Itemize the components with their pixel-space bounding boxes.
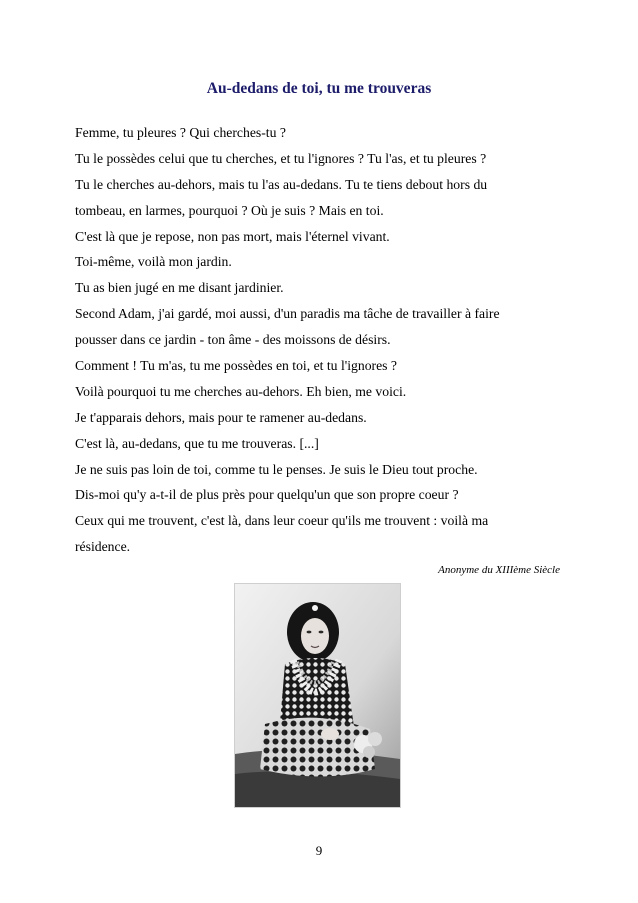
poem-line: Toi-même, voilà mon jardin. (75, 254, 232, 270)
poem-line: Tu le possèdes celui que tu cherches, et tu l'ignores ? Tu l'as, et tu pleures ? (75, 150, 487, 166)
page-number: 9 (315, 843, 323, 858)
poem-body (75, 120, 575, 560)
poem-line: Tu as bien jugé en me disant jardinier. (75, 280, 284, 296)
poem-line: C'est là que je repose, non pas mort, mais l'éternel vivant. (75, 228, 390, 244)
portrait-photo (234, 583, 401, 808)
poem-line: résidence. (75, 539, 131, 555)
poem-line: Dis-moi qu'y a-t-il de plus près pour quelqu'un que son propre coeur ? (75, 487, 459, 503)
portrait-photo-image (235, 584, 400, 807)
poem-line: pousser dans ce jardin - ton âme - des moissons de désirs. (75, 332, 391, 348)
poem-line: Je t'apparais dehors, mais pour te ramener au-dedans. (75, 409, 367, 425)
page-title: Au-dedans de toi, tu me trouveras (206, 80, 432, 97)
poem-line: Voilà pourquoi tu me cherches au-dehors. Eh bien, me voici. (75, 383, 407, 399)
poem-line: C'est là, au-dedans, que tu me trouveras. [...] (75, 435, 319, 451)
poem-line: Comment ! Tu m'as, tu me possèdes en toi, et tu l'ignores ? (75, 358, 398, 374)
poem-line: Tu le cherches au-dehors, mais tu l'as au-dedans. Tu te tiens debout hors du (75, 176, 488, 192)
poem-line: Femme, tu pleures ? Qui cherches-tu ? (75, 125, 286, 140)
attribution: Anonyme du XIIIème Siècle (438, 564, 560, 576)
poem-line: tombeau, en larmes, pourquoi ? Où je suis ? Mais en toi. (75, 202, 384, 218)
poem-line: Je ne suis pas loin de toi, comme tu le penses. Je suis le Dieu tout proche. (75, 461, 478, 477)
poem-line: Ceux qui me trouvent, c'est là, dans leur coeur qu'ils me trouvent : voilà ma (75, 513, 489, 529)
poem-line: Second Adam, j'ai gardé, moi aussi, d'un paradis ma tâche de travailler à faire (75, 306, 500, 322)
